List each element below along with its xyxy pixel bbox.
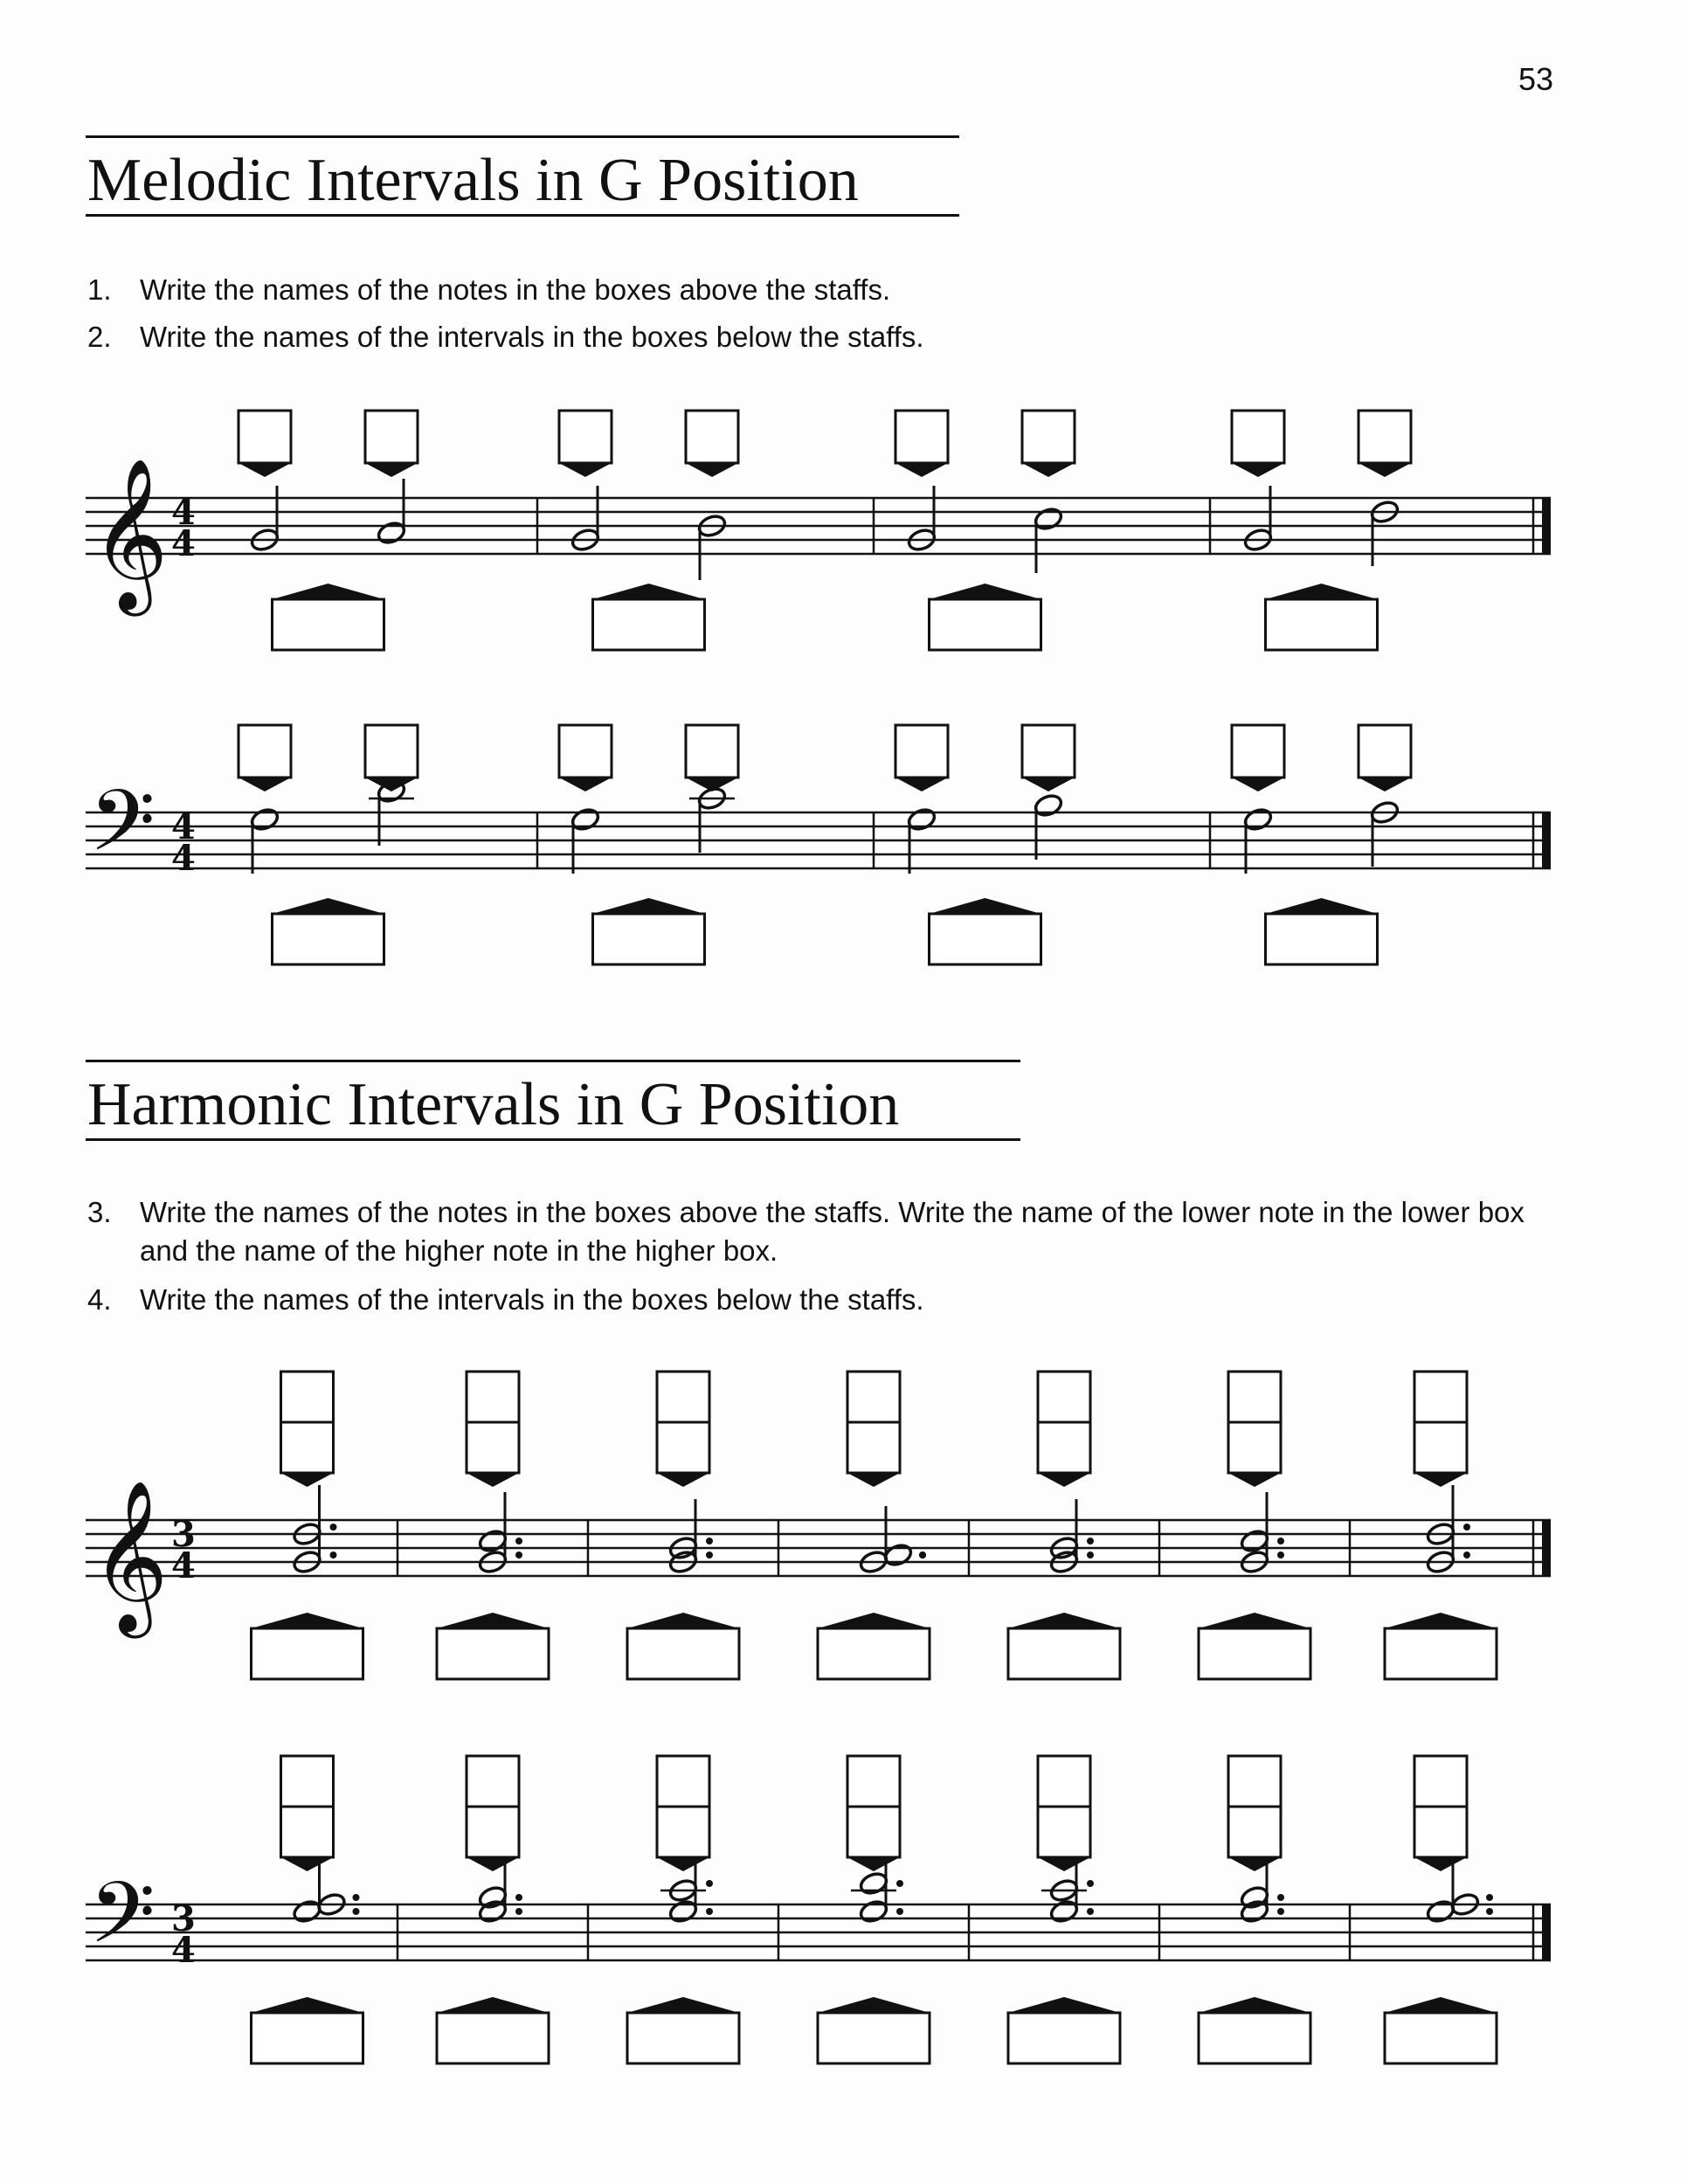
- note-answer-box: [895, 725, 948, 778]
- note-box-pointer: [365, 463, 418, 477]
- interval-box-pointer: [1199, 1613, 1310, 1628]
- half-note-head: [1242, 806, 1273, 833]
- note-box-pointer: [847, 1857, 900, 1871]
- interval-box-pointer: [930, 584, 1041, 599]
- half-note-head: [249, 806, 280, 833]
- interval-answer-box: [818, 1628, 930, 1679]
- half-note-head: [858, 1898, 888, 1925]
- note-box-pointer: [657, 1473, 709, 1487]
- interval-box-pointer: [930, 898, 1041, 914]
- final-bar-thick: [1542, 1520, 1551, 1576]
- half-note-head: [1033, 506, 1063, 532]
- final-bar-thick: [1542, 1904, 1551, 1960]
- note-box-pointer: [895, 463, 948, 477]
- interval-answer-box: [627, 2013, 739, 2063]
- note-answer-box: [1232, 725, 1284, 778]
- note-answer-box: [365, 725, 418, 778]
- interval-answer-box: [1008, 1628, 1120, 1679]
- section-title-melodic: Melodic Intervals in G Position: [87, 147, 859, 214]
- note-box-pointer: [467, 1857, 519, 1871]
- augmentation-dot: [1087, 1538, 1094, 1545]
- interval-answer-box: [273, 599, 384, 650]
- heading-rule-bottom: [86, 214, 959, 217]
- note-head-outline: [570, 806, 600, 833]
- half-note-head: [858, 1870, 888, 1897]
- interval-box-pointer: [1266, 898, 1378, 914]
- note-box-pointer: [686, 778, 738, 791]
- half-note-head: [1425, 1898, 1455, 1925]
- time-signature-bottom: 4: [171, 523, 196, 564]
- interval-answer-box: [627, 1628, 739, 1679]
- bass-clef-icon: 𝄢: [89, 1863, 156, 1983]
- augmentation-dot: [706, 1908, 713, 1915]
- interval-box-pointer: [1008, 1613, 1120, 1628]
- interval-answer-box: [1266, 599, 1378, 650]
- note-answer-box: [686, 411, 738, 463]
- augmentation-dot: [1463, 1524, 1470, 1531]
- instruction-text: Write the names of the intervals in the boxes below the staffs.: [140, 321, 924, 353]
- instruction-text: Write the names of the notes in the boxes above the staffs.: [140, 273, 891, 306]
- note-box-pointer: [1414, 1473, 1467, 1487]
- note-answer-box: [895, 411, 948, 463]
- interval-box-pointer: [818, 1997, 930, 2013]
- note-box-pointer: [1022, 463, 1075, 477]
- interval-box-pointer: [273, 584, 384, 599]
- augmentation-dot: [896, 1880, 903, 1887]
- note-answer-box: [1022, 411, 1075, 463]
- note-head-outline: [1239, 1528, 1269, 1554]
- note-head-outline: [858, 1898, 888, 1925]
- augmentation-dot: [1277, 1908, 1284, 1915]
- augmentation-dot: [706, 1552, 713, 1559]
- augmentation-dot: [330, 1552, 337, 1559]
- heading-rule-top: [86, 1060, 1020, 1062]
- instruction-text: Write the names of the notes in the boxes above the staffs. Write the name of the lower note in the lower box and the name of the higher note in the higher box.: [140, 1196, 1525, 1267]
- time-signature-top: 3: [171, 1898, 196, 1939]
- augmentation-dot: [706, 1880, 713, 1887]
- interval-answer-box: [593, 914, 705, 964]
- note-head-outline: [1033, 792, 1063, 819]
- note-answer-box: [365, 411, 418, 463]
- treble-clef-icon: 𝄞: [91, 1480, 169, 1632]
- note-box-pointer: [847, 1473, 900, 1487]
- augmentation-dot: [1277, 1538, 1284, 1545]
- final-bar-thick: [1542, 498, 1551, 554]
- final-bar-thick: [1542, 812, 1551, 868]
- note-box-pointer: [657, 1857, 709, 1871]
- note-box-pointer: [559, 463, 612, 477]
- note-head-outline: [249, 806, 280, 833]
- interval-box-pointer: [627, 1997, 739, 2013]
- note-head-outline: [906, 806, 937, 833]
- melodic-treble-staff: [0, 402, 1687, 681]
- time-signature-top: 4: [171, 492, 196, 533]
- note-head-outline: [292, 1898, 322, 1925]
- augmentation-dot: [353, 1894, 360, 1901]
- note-head-outline: [667, 1898, 698, 1925]
- augmentation-dot: [896, 1908, 903, 1915]
- interval-box-pointer: [1199, 1997, 1310, 2013]
- instruction-number: 2.: [87, 321, 112, 353]
- note-answer-box: [239, 411, 291, 463]
- interval-answer-box: [1008, 2013, 1120, 2063]
- time-signature-top: 4: [171, 806, 196, 847]
- harmonic-treble-staff: [0, 1372, 1687, 1721]
- augmentation-dot: [919, 1552, 926, 1559]
- interval-box-pointer: [1385, 1997, 1497, 2013]
- time-signature-bottom: 4: [171, 838, 196, 879]
- instruction-number: 4.: [87, 1283, 112, 1316]
- heading-rule-bottom: [86, 1138, 1020, 1141]
- note-box-pointer: [1228, 1857, 1281, 1871]
- augmentation-dot: [1087, 1552, 1094, 1559]
- note-box-pointer: [1038, 1473, 1090, 1487]
- augmentation-dot: [330, 1524, 337, 1531]
- time-signature-bottom: 4: [171, 1545, 196, 1586]
- half-note-head: [477, 1528, 508, 1554]
- note-answer-box: [559, 411, 612, 463]
- section-title-harmonic: Harmonic Intervals in G Position: [87, 1071, 900, 1138]
- interval-answer-box: [437, 1628, 549, 1679]
- interval-box-pointer: [437, 1997, 549, 2013]
- interval-answer-box: [1199, 2013, 1310, 2063]
- interval-box-pointer: [1266, 584, 1378, 599]
- note-head-outline: [1048, 1898, 1079, 1925]
- interval-box-pointer: [627, 1613, 739, 1628]
- augmentation-dot: [1277, 1552, 1284, 1559]
- note-answer-box: [239, 725, 291, 778]
- interval-answer-box: [593, 599, 705, 650]
- augmentation-dot: [515, 1908, 522, 1915]
- note-box-pointer: [1359, 778, 1411, 791]
- augmentation-dot: [1277, 1894, 1284, 1901]
- half-note-head: [667, 1898, 698, 1925]
- note-box-pointer: [281, 1857, 334, 1871]
- half-note-head: [570, 806, 600, 833]
- augmentation-dot: [353, 1908, 360, 1915]
- note-head-outline: [477, 1528, 508, 1554]
- interval-box-pointer: [1385, 1613, 1497, 1628]
- interval-box-pointer: [252, 1613, 363, 1628]
- note-box-pointer: [1359, 463, 1411, 477]
- note-box-pointer: [1022, 778, 1075, 791]
- interval-answer-box: [1199, 1628, 1310, 1679]
- instruction-number: 1.: [87, 273, 112, 306]
- interval-answer-box: [818, 2013, 930, 2063]
- time-signature-bottom: 4: [171, 1930, 196, 1971]
- interval-answer-box: [1266, 914, 1378, 964]
- note-box-pointer: [467, 1473, 519, 1487]
- half-note-head: [906, 806, 937, 833]
- note-box-pointer: [365, 778, 418, 791]
- note-answer-box: [559, 725, 612, 778]
- interval-answer-box: [252, 2013, 363, 2063]
- note-head-outline: [376, 520, 406, 546]
- note-answer-box: [686, 725, 738, 778]
- augmentation-dot: [1486, 1894, 1493, 1901]
- augmentation-dot: [706, 1538, 713, 1545]
- half-note-head: [292, 1898, 322, 1925]
- interval-box-pointer: [252, 1997, 363, 2013]
- note-answer-box: [1232, 411, 1284, 463]
- interval-box-pointer: [818, 1613, 930, 1628]
- note-head-outline: [858, 1870, 888, 1897]
- augmentation-dot: [1087, 1880, 1094, 1887]
- interval-answer-box: [1385, 2013, 1497, 2063]
- augmentation-dot: [515, 1894, 522, 1901]
- half-note-head: [1048, 1898, 1079, 1925]
- note-box-pointer: [559, 778, 612, 791]
- note-box-pointer: [1232, 778, 1284, 791]
- augmentation-dot: [1087, 1908, 1094, 1915]
- half-note-head: [1033, 792, 1063, 819]
- note-box-pointer: [239, 463, 291, 477]
- note-box-pointer: [1038, 1857, 1090, 1871]
- note-box-pointer: [1232, 463, 1284, 477]
- augmentation-dot: [1463, 1552, 1470, 1559]
- time-signature-top: 3: [171, 1514, 196, 1555]
- half-note-head: [882, 1542, 913, 1568]
- interval-answer-box: [930, 599, 1041, 650]
- note-head-outline: [1242, 806, 1273, 833]
- page-number: 53: [1518, 61, 1554, 97]
- interval-answer-box: [930, 914, 1041, 964]
- harmonic-bass-staff: [0, 1756, 1687, 2105]
- note-box-pointer: [686, 463, 738, 477]
- interval-box-pointer: [593, 584, 705, 599]
- interval-box-pointer: [1008, 1997, 1120, 2013]
- augmentation-dot: [1486, 1908, 1493, 1915]
- half-note-head: [1239, 1528, 1269, 1554]
- instruction-number: 3.: [87, 1196, 112, 1228]
- bass-clef-icon: 𝄢: [89, 771, 156, 891]
- note-box-pointer: [281, 1473, 334, 1487]
- interval-answer-box: [437, 2013, 549, 2063]
- note-box-pointer: [1414, 1857, 1467, 1871]
- interval-answer-box: [273, 914, 384, 964]
- heading-rule-top: [86, 135, 959, 138]
- interval-box-pointer: [593, 898, 705, 914]
- instruction-text: Write the names of the intervals in the boxes below the staffs.: [140, 1283, 924, 1316]
- note-box-pointer: [239, 778, 291, 791]
- half-note-head: [376, 520, 406, 546]
- note-answer-box: [1359, 725, 1411, 778]
- interval-answer-box: [252, 1628, 363, 1679]
- note-head-outline: [1425, 1898, 1455, 1925]
- treble-clef-icon: 𝄞: [91, 458, 169, 610]
- note-answer-box: [1022, 725, 1075, 778]
- interval-box-pointer: [437, 1613, 549, 1628]
- augmentation-dot: [515, 1538, 522, 1545]
- note-box-pointer: [895, 778, 948, 791]
- melodic-bass-staff: [0, 716, 1687, 996]
- note-head-outline: [1033, 506, 1063, 532]
- note-answer-box: [1359, 411, 1411, 463]
- augmentation-dot: [515, 1552, 522, 1559]
- note-head-outline: [882, 1542, 913, 1568]
- interval-answer-box: [1385, 1628, 1497, 1679]
- note-box-pointer: [1228, 1473, 1281, 1487]
- interval-box-pointer: [273, 898, 384, 914]
